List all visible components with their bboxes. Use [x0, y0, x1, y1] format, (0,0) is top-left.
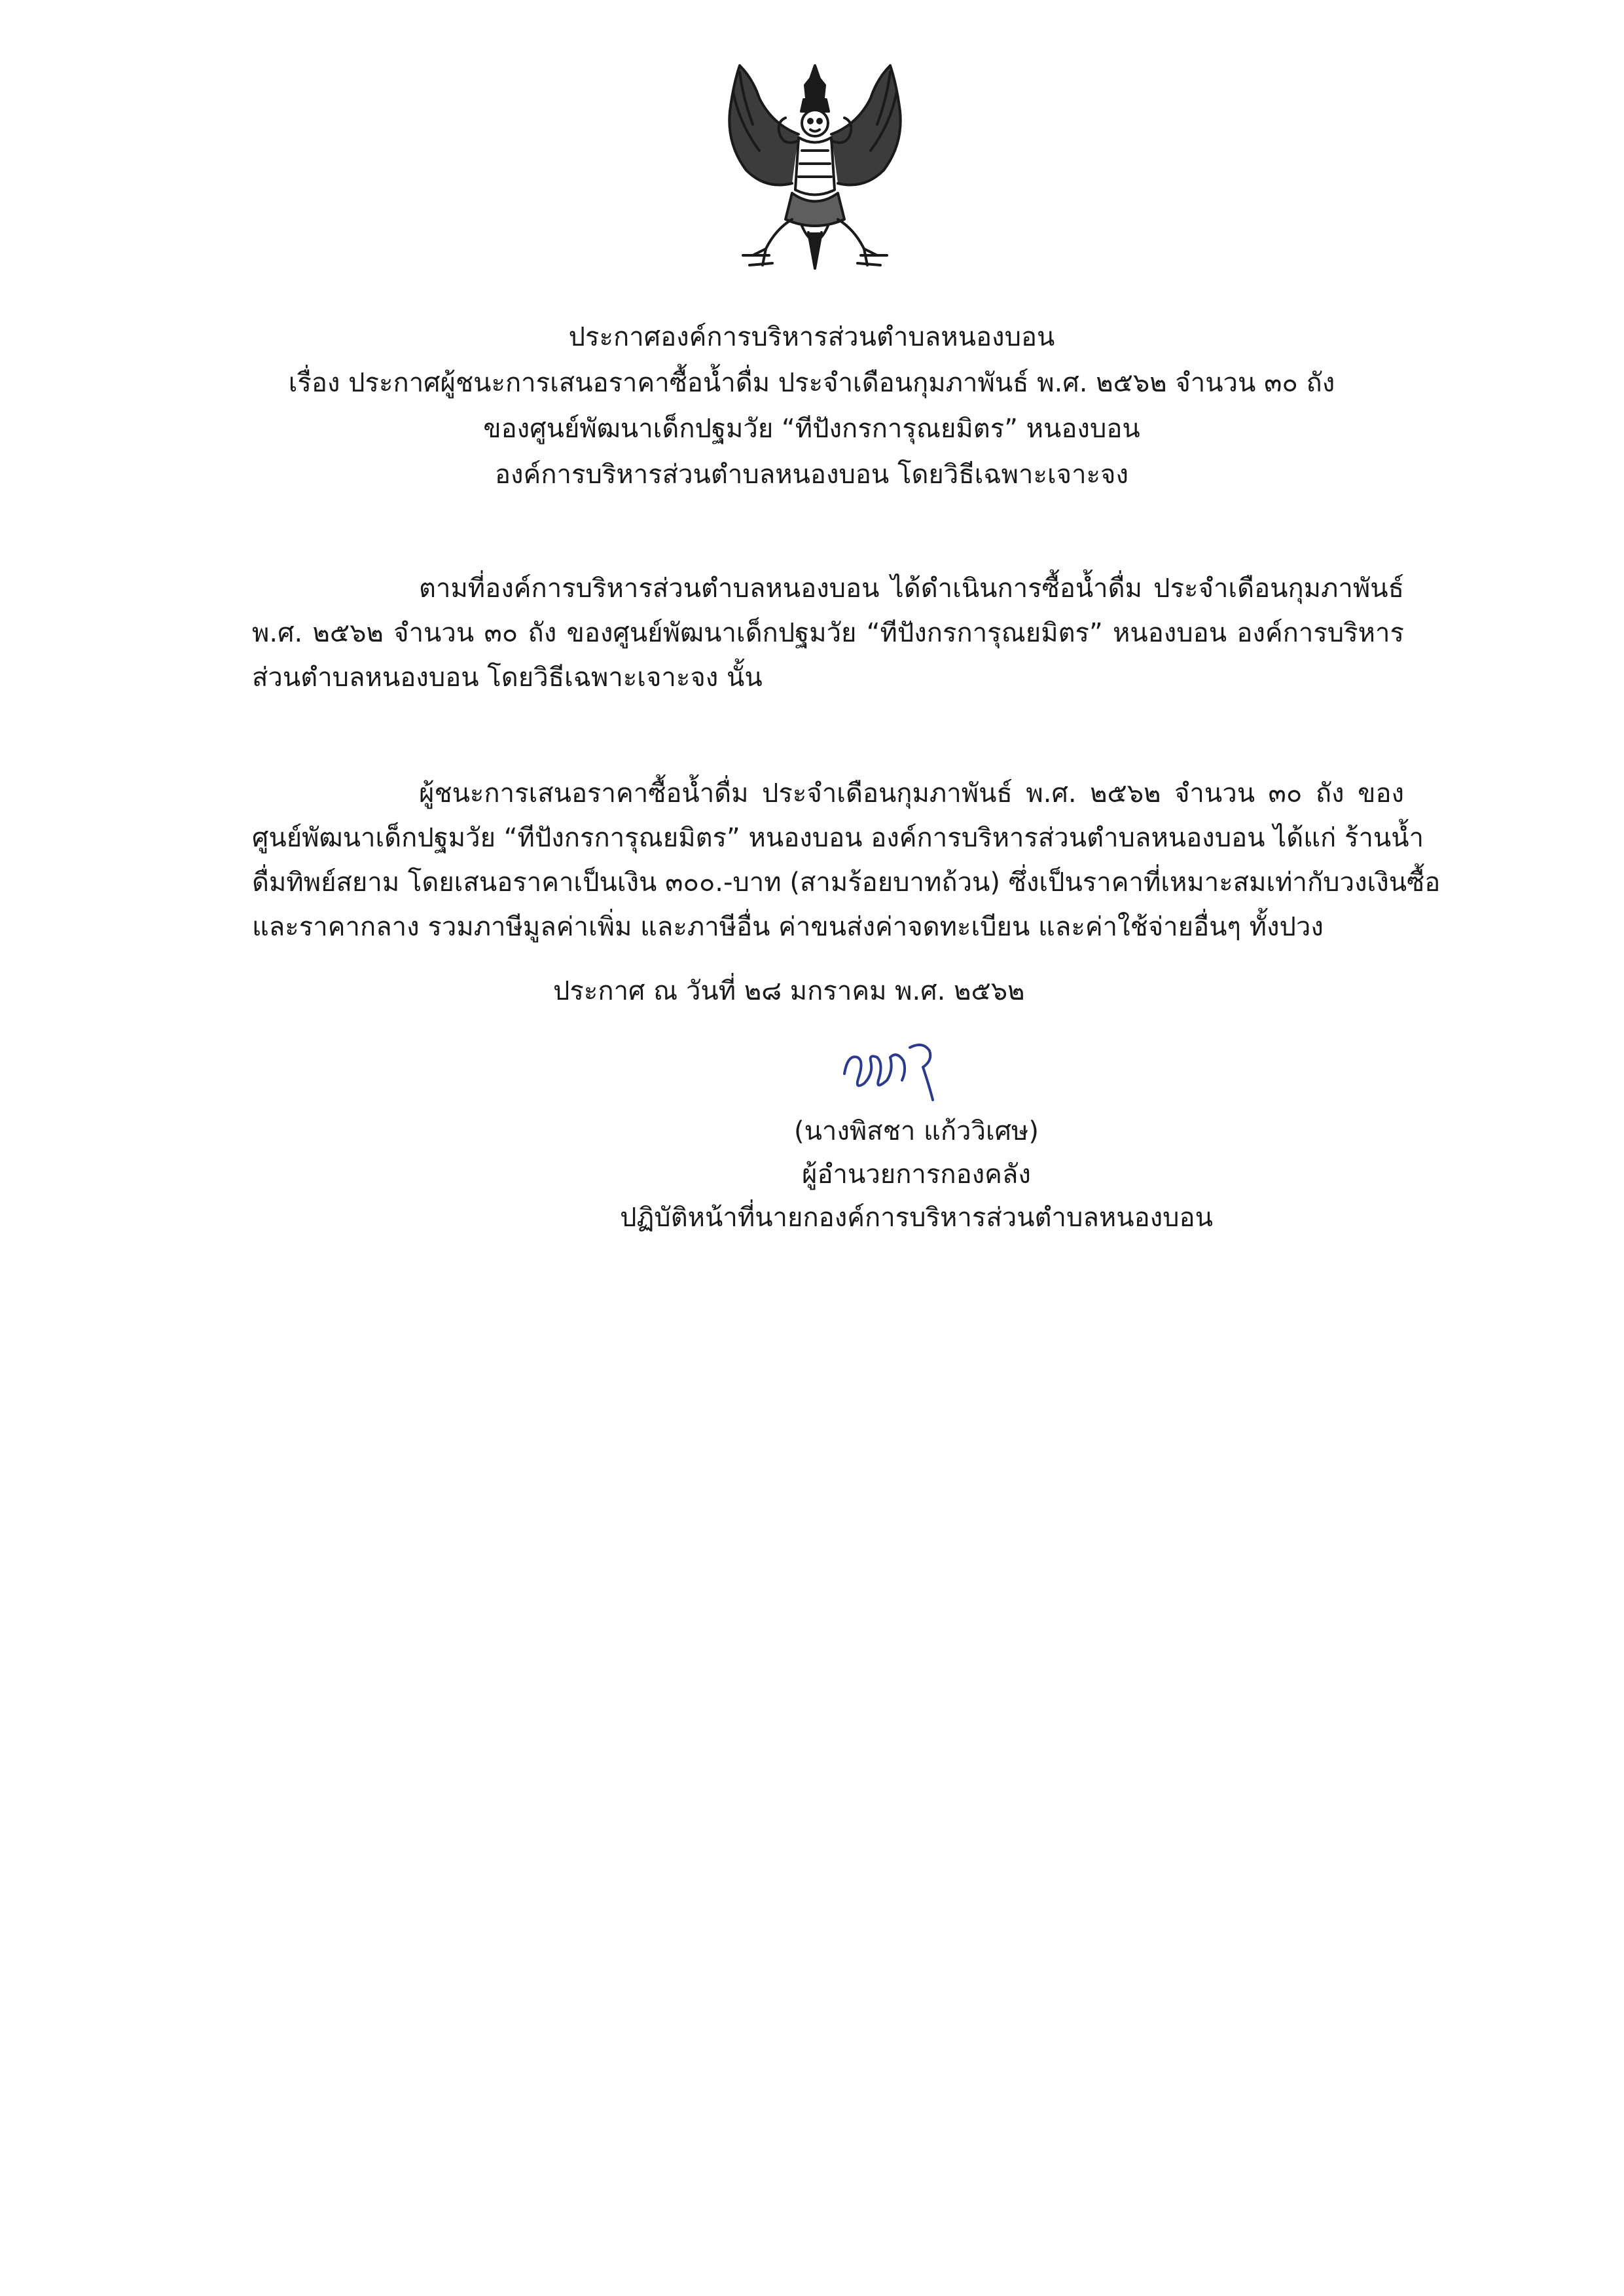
signatory-acting-role: ปฏิบัติหน้าที่นายกองค์การบริหารส่วนตำบลหนองบอน: [620, 1203, 1213, 1233]
subject-line-2: ของศูนย์พัฒนาเด็กปฐมวัย “ทีปังกรการุณยมิตร” หนองบอน: [483, 414, 1140, 444]
signatory-position: ผู้อำนวยการกองคลัง: [802, 1159, 1031, 1190]
announcement-date: ประกาศ ณ วันที่ ๒๘ มกราคม พ.ศ. ๒๕๖๒: [553, 976, 1025, 1006]
paragraph-2-line-1: ผู้ชนะการเสนอราคาซื้อน้ำดื่ม ประจำเดือนกุมภาพันธ์ พ.ศ. ๒๕๖๒ จำนวน ๓๐ ถัง ของ: [419, 778, 1404, 809]
paragraph-1-line-1: ตามที่องค์การบริหารส่วนตำบลหนองบอน ได้ดำเนินการซื้อน้ำดื่ม ประจำเดือนกุมภาพันธ์: [419, 574, 1404, 604]
paragraph-1-line-2: พ.ศ. ๒๕๖๒ จำนวน ๓๐ ถัง ของศูนย์พัฒนาเด็กปฐมวัย “ทีปังกรการุณยมิตร” หนองบอน องค์การบริหาร: [252, 618, 1404, 648]
paragraph-1-line-3: ส่วนตำบลหนองบอน โดยวิธีเฉพาะเจาะจง นั้น: [252, 663, 763, 693]
signatory-block: [589, 1110, 1244, 1239]
paragraph-2: [252, 771, 1441, 949]
paragraph-1: [252, 566, 1404, 700]
signatory-name: (นางพิสชา แก้ววิเศษ): [793, 1116, 1039, 1146]
subject-line-1: เรื่อง ประกาศผู้ชนะการเสนอราคาซื้อน้ำดื่ม ประจำเดือนกุมภาพันธ์ พ.ศ. ๒๕๖๒ จำนวน ๓๐ ถัง: [288, 368, 1335, 398]
subject-line-3: องค์การบริหารส่วนตำบลหนองบอน โดยวิธีเฉพาะเจาะจง: [495, 460, 1128, 490]
handwritten-signature-icon: [831, 1028, 962, 1106]
announcement-heading: [196, 314, 1427, 498]
paragraph-2-line-2: ศูนย์พัฒนาเด็กปฐมวัย “ทีปังกรการุณยมิตร” หนองบอน องค์การบริหารส่วนตำบลหนองบอน ได้แก่ ร้านน้ำ: [252, 823, 1424, 853]
announcement-title: ประกาศองค์การบริหารส่วนตำบลหนองบอน: [568, 322, 1055, 352]
paragraph-2-line-4: และราคากลาง รวมภาษีมูลค่าเพิ่ม และภาษีอื่น ค่าขนส่งค่าจดทะเบียน และค่าใช้จ่ายอื่นๆ ทั้งปวง: [252, 912, 1324, 942]
garuda-emblem-icon: [713, 59, 916, 275]
paragraph-2-line-3: ดื่มทิพย์สยาม โดยเสนอราคาเป็นเงิน ๓๐๐.-บาท (สามร้อยบาทถ้วน) ซึ่งเป็นราคาที่เหมาะสมเท่ากับวงเงินซื้อ: [252, 867, 1441, 898]
